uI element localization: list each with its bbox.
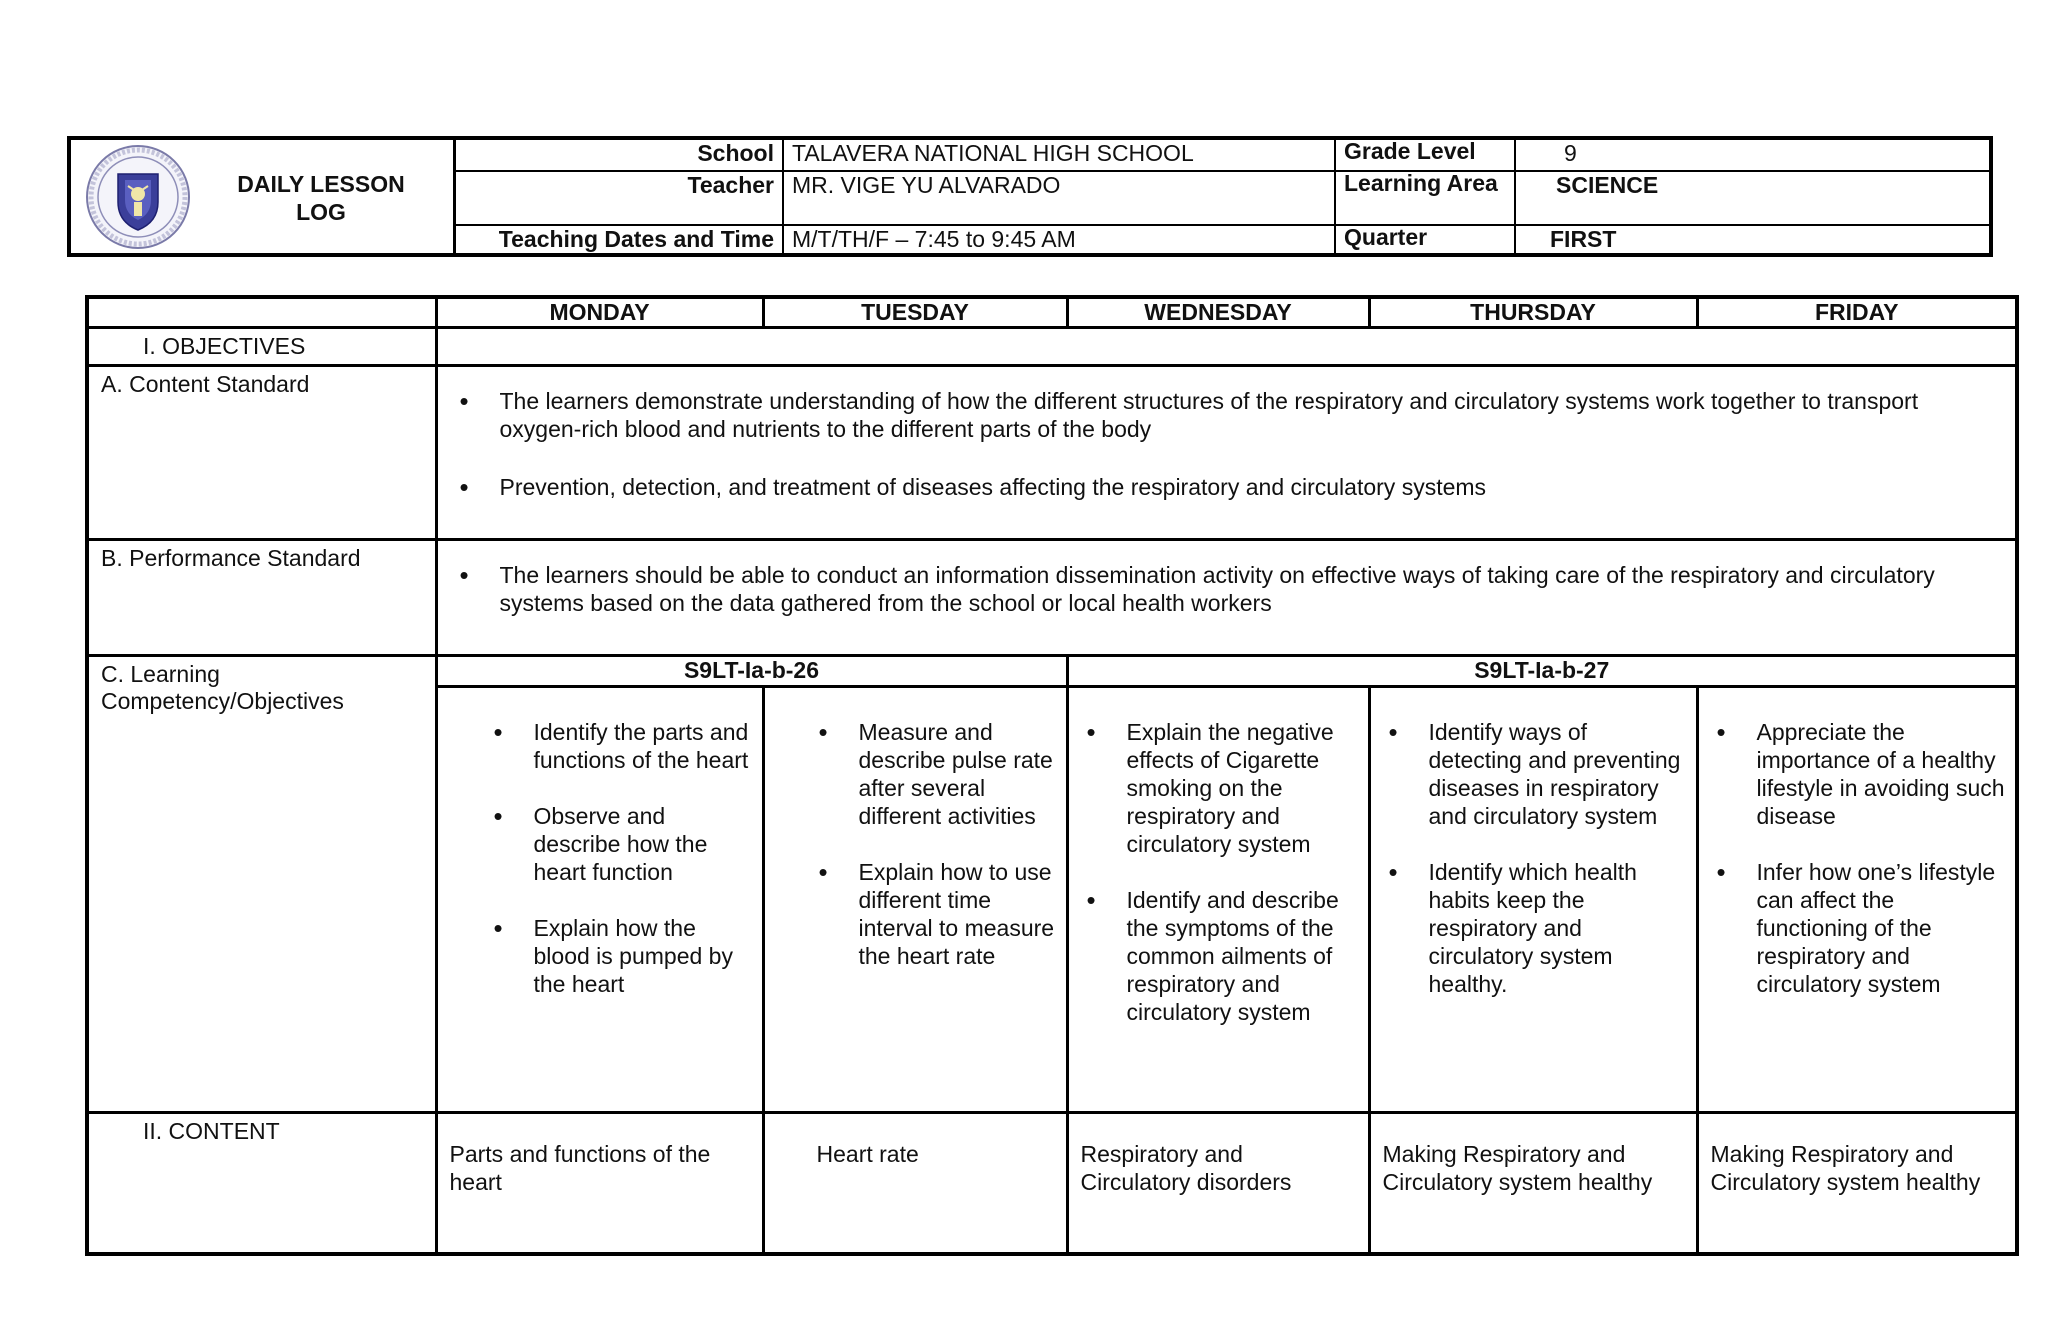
objectives-empty-cell: [436, 327, 2017, 365]
list-item: • Explain how to use different time interval to measure the heart rate: [859, 858, 1056, 970]
content-wednesday: Respiratory and Circulatory disorders: [1067, 1112, 1369, 1254]
lesson-plan-table: [85, 295, 2019, 1256]
objectives-thursday-list: [1383, 718, 1686, 998]
school-label: School: [453, 140, 783, 171]
objectives-friday-list: [1711, 718, 2006, 998]
objectives-thursday: [1369, 686, 1697, 1112]
content-standard-list: [500, 387, 1976, 501]
title-line-1: DAILY LESSON: [237, 171, 405, 197]
lesson-log-header: [67, 136, 1993, 257]
day-header-tuesday: TUESDAY: [763, 297, 1067, 327]
list-item: • The learners should be able to conduct an information dissemination activity on effective ways of taking care of the respiratory and circulatory systems based on the data gathered from the school or local health workers: [500, 561, 1976, 617]
day-header-friday: FRIDAY: [1697, 297, 2017, 327]
content-standard-label: A. Content Standard: [87, 365, 436, 539]
list-item: • Explain how the blood is pumped by the heart: [534, 914, 752, 998]
list-item: • Identify ways of detecting and preventing diseases in respiratory and circulatory system: [1429, 718, 1686, 830]
content-monday: Parts and functions of the heart: [436, 1112, 763, 1254]
list-item: • Measure and describe pulse rate after several different activities: [859, 718, 1056, 830]
day-header-monday: MONDAY: [436, 297, 763, 327]
list-item: • Prevention, detection, and treatment of diseases affecting the respiratory and circulatory systems: [500, 473, 1976, 501]
content-standard-cell: [436, 365, 2017, 539]
performance-standard-label: B. Performance Standard: [87, 539, 436, 655]
objectives-friday: [1697, 686, 2017, 1112]
learning-area-label-text: Learning Area: [1344, 171, 1498, 196]
list-item: • The learners demonstrate understanding of how the different structures of the respiratory and circulatory systems work together to transport oxygen-rich blood and nutrients to the different parts of the body: [500, 387, 1976, 443]
teacher-value: MR. VIGE YU ALVARADO: [783, 171, 1335, 225]
day-header-thursday: THURSDAY: [1369, 297, 1697, 327]
content-thursday: Making Respiratory and Circulatory system healthy: [1369, 1112, 1697, 1254]
list-item: • Identify the parts and functions of the heart: [534, 718, 752, 774]
performance-standard-row: [87, 539, 2017, 655]
list-item: • Identify which health habits keep the respiratory and circulatory system healthy.: [1429, 858, 1686, 998]
deped-seal-icon: [85, 144, 191, 250]
school-value: TALAVERA NATIONAL HIGH SCHOOL: [783, 140, 1335, 171]
quarter-label: Quarter: [1335, 225, 1515, 253]
objectives-tuesday-list: [777, 718, 1056, 970]
competency-code-2: S9LT-Ia-b-27: [1067, 655, 2017, 686]
list-item: • Identify and describe the symptoms of the common ailments of respiratory and circulatory system: [1127, 886, 1358, 1026]
objectives-row: [87, 327, 2017, 365]
learning-area-value: SCIENCE: [1515, 171, 1989, 225]
page-title: [221, 170, 421, 226]
objectives-tuesday: [763, 686, 1067, 1112]
corner-cell: [87, 297, 436, 327]
logo-cell: [71, 140, 456, 253]
learning-competency-label: C. Learning Competency/Objectives: [87, 655, 436, 1112]
teaching-dates-value: M/T/TH/F – 7:45 to 9:45 AM: [783, 225, 1335, 253]
objectives-monday-list: [450, 718, 752, 998]
competency-code-row: [87, 655, 2017, 686]
lesson-meta-table: [453, 140, 1989, 253]
list-item: • Explain the negative effects of Cigarette smoking on the respiratory and circulatory system: [1127, 718, 1358, 858]
content-standard-row: [87, 365, 2017, 539]
competency-code-1: S9LT-Ia-b-26: [436, 655, 1067, 686]
performance-standard-list: [500, 561, 1976, 617]
content-tuesday: Heart rate: [763, 1112, 1067, 1254]
content-label: II. CONTENT: [87, 1112, 436, 1254]
title-line-2: LOG: [296, 199, 346, 225]
content-row: [87, 1112, 2017, 1254]
grade-level-label: Grade Level: [1335, 140, 1515, 171]
objectives-wednesday-list: [1081, 718, 1358, 1026]
list-item: • Observe and describe how the heart function: [534, 802, 752, 886]
objectives-wednesday: [1067, 686, 1369, 1112]
day-header-wednesday: WEDNESDAY: [1067, 297, 1369, 327]
content-friday: Making Respiratory and Circulatory system healthy: [1697, 1112, 2017, 1254]
teaching-dates-label: Teaching Dates and Time: [453, 225, 783, 253]
objectives-label: I. OBJECTIVES: [87, 327, 436, 365]
list-item: • Appreciate the importance of a healthy lifestyle in avoiding such disease: [1757, 718, 2006, 830]
performance-standard-cell: [436, 539, 2017, 655]
objectives-monday: [436, 686, 763, 1112]
list-item: • Infer how one’s lifestyle can affect the functioning of the respiratory and circulatory system: [1757, 858, 2006, 998]
grade-level-value: 9: [1515, 140, 1989, 171]
teacher-label: Teacher: [453, 171, 783, 225]
days-header-row: [87, 297, 2017, 327]
learning-area-label: [1335, 171, 1515, 225]
quarter-value: FIRST: [1515, 225, 1989, 253]
